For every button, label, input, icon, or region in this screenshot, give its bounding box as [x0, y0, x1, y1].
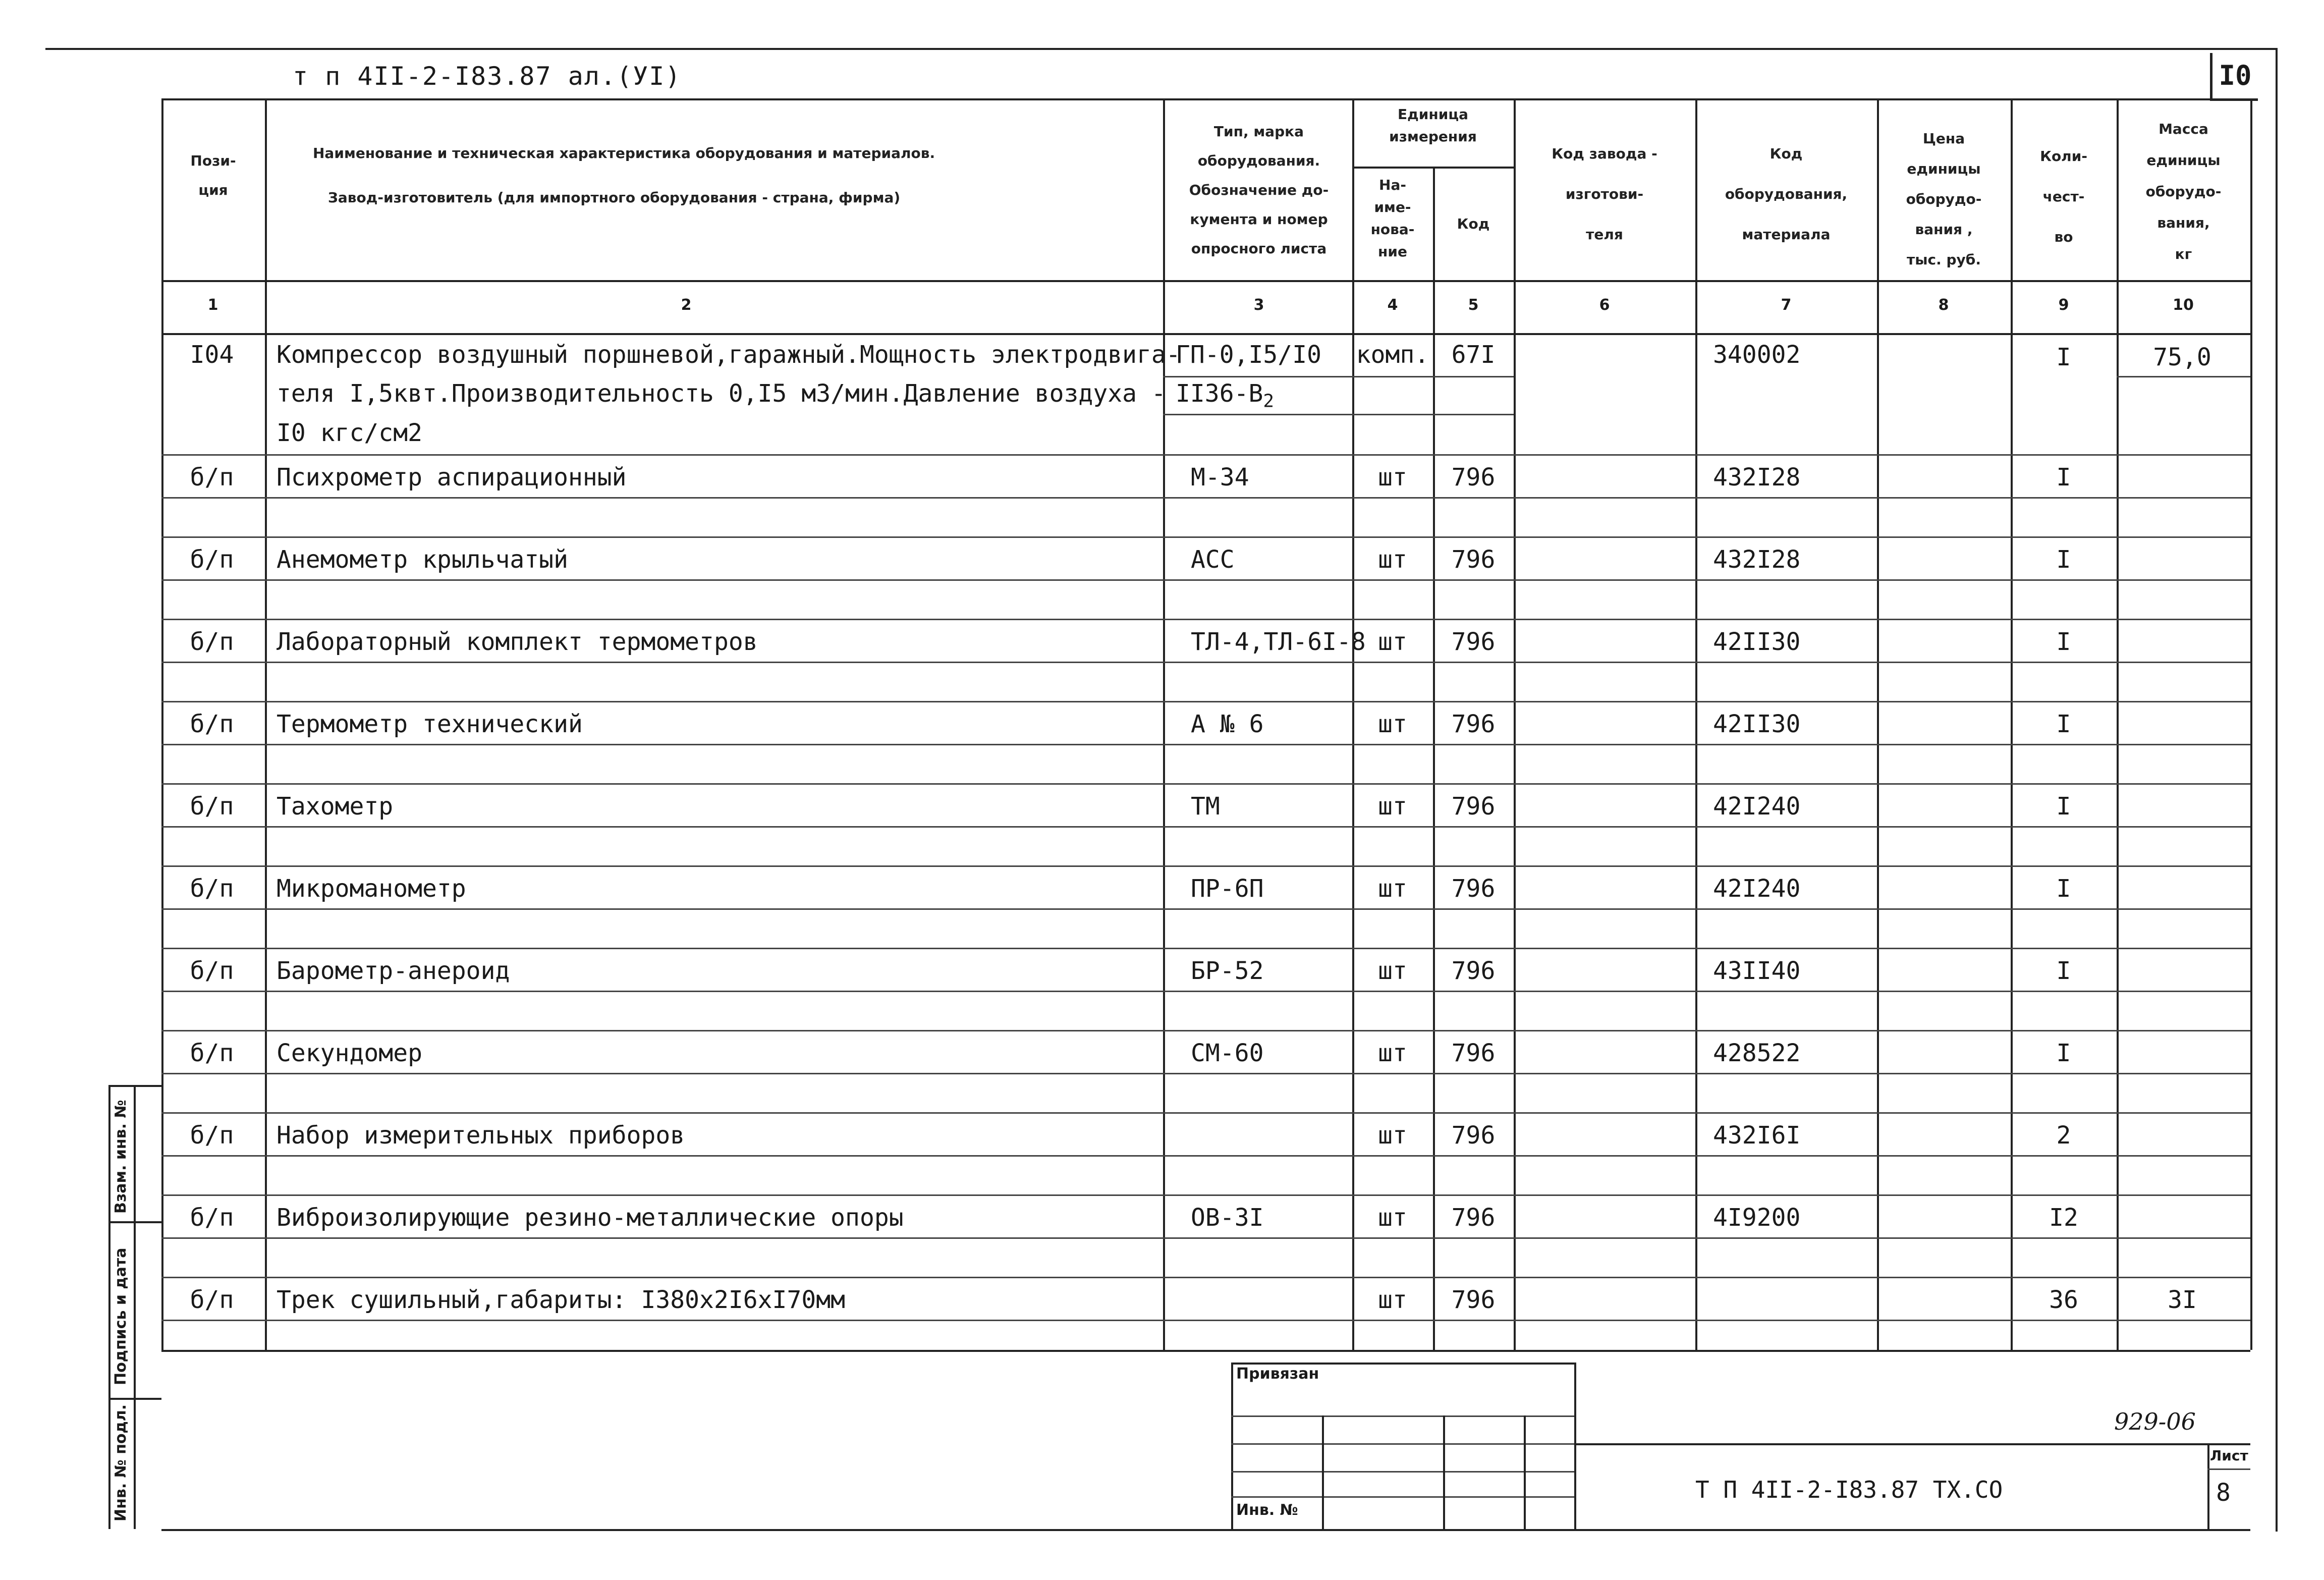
row-subline — [161, 1155, 2250, 1157]
row-type-second: $II36-В_2$ — [1176, 379, 1275, 412]
row-equipment-code: 4I9200 — [1713, 1204, 1801, 1232]
row-name: Барометр-анероид — [276, 957, 510, 985]
header-mass: Масса единицы оборудо- вания, кг — [2145, 121, 2222, 262]
sheet-label: Лист — [2210, 1447, 2248, 1464]
row-type: ОВ-3I — [1191, 1204, 1264, 1232]
header-unit-name: На- име- нова- ние — [1370, 177, 1415, 260]
header-quantity: Коли- чест- во — [2040, 148, 2087, 245]
row-position: б/п — [190, 1121, 234, 1150]
row-subline — [2117, 376, 2250, 377]
row-unit-code: 796 — [1451, 463, 1496, 492]
header-price: Цена единицы оборудо- вания , тыс. руб. — [1906, 130, 1982, 268]
row-equipment-code: 42I240 — [1713, 792, 1801, 821]
row-name: Микроманометр — [276, 875, 466, 903]
row-unit: шт — [1378, 1204, 1407, 1232]
header-type: Тип, марка оборудования. Обозначение до- кумента и номер опросного листа — [1189, 123, 1329, 257]
row-quantity: I — [2056, 343, 2071, 371]
header-name: Наименование и техническая характеристика оборудования и материалов. Завод-изготовитель (для импортного оборудования - страна, фирма) — [313, 145, 935, 206]
row-type: ТЛ-4,ТЛ-6I-8 — [1191, 628, 1366, 656]
frame-bottom-line — [161, 1529, 2250, 1531]
stamp-line — [1231, 1363, 1574, 1365]
row-unit: шт — [1378, 1286, 1407, 1314]
row-unit-code: 796 — [1451, 628, 1496, 656]
header-bottom-line — [161, 280, 2250, 282]
stamp-line — [1322, 1415, 1324, 1529]
side-line — [108, 1085, 110, 1529]
row-equipment-code: 42II30 — [1713, 710, 1801, 738]
colnum-8: 8 — [1938, 296, 1949, 314]
stamp-line — [1524, 1415, 1526, 1529]
row-position: б/п — [190, 710, 234, 738]
row-unit-code: 796 — [1451, 1286, 1496, 1314]
stamp-line — [1574, 1443, 2250, 1445]
row-position: б/п — [190, 1039, 234, 1067]
row-position: б/п — [190, 957, 234, 985]
col-line-7 — [1877, 98, 1879, 1350]
row-type: М-34 — [1191, 463, 1249, 492]
row-name: Анемометр крыльчатый — [276, 546, 568, 574]
row-quantity: I — [2056, 628, 2071, 656]
row-unit: шт — [1378, 792, 1407, 821]
row-subline — [161, 662, 2250, 663]
col-line-9 — [2117, 98, 2119, 1350]
row-position: б/п — [190, 546, 234, 574]
row-unit-code: 796 — [1451, 792, 1496, 821]
col-line-10 — [2250, 98, 2252, 1350]
row-subline — [161, 1073, 2250, 1074]
document-code: Т П 4II-2-I83.87 ТХ.СО — [1695, 1476, 2003, 1503]
row-subline — [161, 497, 2250, 499]
row-quantity: I — [2056, 957, 2071, 985]
row-name: Тахометр — [276, 792, 394, 821]
stamp-line — [2207, 1468, 2250, 1470]
row-separator — [161, 1277, 2250, 1278]
row-equipment-code: 432I28 — [1713, 546, 1801, 574]
row-position: б/п — [190, 1204, 234, 1232]
row-unit-code: 796 — [1451, 957, 1496, 985]
stamp-line — [1231, 1496, 1574, 1498]
header-factory-code: Код завода - изготови- теля — [1552, 145, 1657, 243]
colnum-4: 4 — [1387, 296, 1398, 314]
row-unit: шт — [1378, 1039, 1407, 1067]
row-separator — [161, 454, 2250, 456]
row-quantity: 2 — [2056, 1121, 2071, 1150]
row-unit-code: 796 — [1451, 546, 1496, 574]
row-unit: шт — [1378, 628, 1407, 656]
row-subline — [1163, 414, 1514, 415]
row-name-line: теля I,5квт.Производительность 0,I5 м3/мин.Давление воздуха - — [276, 379, 1166, 408]
row-mass: 75,0 — [2153, 343, 2211, 371]
row-mass: 3I — [2168, 1286, 2197, 1314]
row-name: Термометр технический — [276, 710, 583, 738]
row-unit: шт — [1378, 463, 1407, 492]
row-type: А № 6 — [1191, 710, 1264, 738]
table-top-line — [161, 98, 2250, 100]
side-line — [108, 1085, 161, 1087]
row-equipment-code: 428522 — [1713, 1039, 1801, 1067]
row-name: Психрометр аспирационный — [276, 463, 627, 492]
col-line-3 — [1352, 98, 1354, 1350]
col-line-4 — [1433, 167, 1435, 1350]
row-separator — [161, 1194, 2250, 1196]
row-quantity: I — [2056, 710, 2071, 738]
bound-label: Привязан — [1236, 1365, 1319, 1383]
side-line — [108, 1398, 161, 1400]
colnum-9: 9 — [2058, 296, 2069, 314]
row-quantity: I — [2056, 546, 2071, 574]
header-position: Пози- ция — [190, 152, 236, 198]
row-name: Набор измерительных приборов — [276, 1121, 685, 1150]
side-label-signature: Подпись и дата — [112, 1247, 130, 1385]
colnum-2: 2 — [681, 296, 692, 314]
row-position: I04 — [190, 341, 234, 369]
row-unit-code: 796 — [1451, 710, 1496, 738]
row-subline — [161, 1237, 2250, 1239]
row-type: ГП-0,I5/I0 — [1176, 341, 1321, 369]
stamp-line — [1231, 1363, 1233, 1529]
row-name: Секундомер — [276, 1039, 422, 1067]
row-subline — [161, 908, 2250, 910]
row-unit-code: 796 — [1451, 875, 1496, 903]
sheet-number: 8 — [2216, 1479, 2231, 1507]
row-name-line: Компрессор воздушный поршневой,гаражный.Мощность электродвига- — [276, 341, 1181, 369]
row-subline — [161, 991, 2250, 992]
colnum-3: 3 — [1253, 296, 1264, 314]
inv-label: Инв. № — [1236, 1501, 1298, 1519]
row-equipment-code: 43II40 — [1713, 957, 1801, 985]
handwritten-number: 929-06 — [2114, 1408, 2196, 1435]
row-unit-code: 796 — [1451, 1204, 1496, 1232]
row-quantity: I — [2056, 463, 2071, 492]
colnum-1: 1 — [207, 296, 218, 314]
row-subline — [161, 826, 2250, 828]
row-type: СМ-60 — [1191, 1039, 1264, 1067]
row-equipment-code: 432I28 — [1713, 463, 1801, 492]
header-equipment-code: Код оборудования, материала — [1725, 145, 1848, 243]
row-unit: шт — [1378, 546, 1407, 574]
col-line-5 — [1514, 98, 1516, 1350]
row-unit: комп. — [1356, 341, 1429, 369]
col-line-8 — [2011, 98, 2013, 1350]
table-bottom-line — [161, 1350, 2250, 1352]
stamp-line — [1443, 1415, 1445, 1529]
colnum-6: 6 — [1599, 296, 1610, 314]
row-type: АСС — [1191, 546, 1235, 574]
stamp-line — [1574, 1363, 1576, 1529]
row-unit-code: 67I — [1451, 341, 1496, 369]
row-equipment-code: 42I240 — [1713, 875, 1801, 903]
side-label-inv: Инв. № подл. — [112, 1404, 130, 1521]
row-equipment-code: 42II30 — [1713, 628, 1801, 656]
side-line — [134, 1085, 136, 1529]
row-unit-code: 796 — [1451, 1121, 1496, 1150]
document-top-code: т п 4II-2-I83.87 ал.(УI) — [293, 62, 682, 91]
row-separator — [161, 619, 2250, 620]
row-unit: шт — [1378, 875, 1407, 903]
row-unit: шт — [1378, 1121, 1407, 1150]
row-unit: шт — [1378, 957, 1407, 985]
side-line — [108, 1221, 161, 1223]
row-name: Лабораторный комплект термометров — [276, 628, 758, 656]
row-equipment-code: 432I6I — [1713, 1121, 1801, 1150]
row-position: б/п — [190, 792, 234, 821]
row-quantity: I2 — [2049, 1204, 2078, 1232]
row-type: ПР-6П — [1191, 875, 1264, 903]
row-subline — [161, 579, 2250, 581]
frame-right-line — [2276, 48, 2278, 1532]
colnum-7: 7 — [1781, 296, 1792, 314]
row-position: б/п — [190, 875, 234, 903]
col-line-6 — [1695, 98, 1697, 1350]
row-position: б/п — [190, 1286, 234, 1314]
row-separator — [161, 536, 2250, 538]
row-quantity: I — [2056, 875, 2071, 903]
stamp-line — [2207, 1443, 2209, 1529]
row-separator — [161, 1112, 2250, 1114]
row-name-line: I0 кгс/см2 — [276, 419, 422, 447]
row-separator — [161, 865, 2250, 867]
frame-top-line — [45, 48, 2276, 50]
row-position: б/п — [190, 463, 234, 492]
header-unit-group: Единица измерения — [1389, 106, 1477, 145]
row-name: Трек сушильный,габариты: I380x2I6xI70мм — [276, 1286, 846, 1314]
col-line-2 — [1163, 98, 1165, 1350]
colnum-bottom-line — [161, 333, 2250, 335]
row-quantity: I — [2056, 1039, 2071, 1067]
stamp-line — [1231, 1415, 1574, 1417]
row-separator — [161, 701, 2250, 702]
colnum-10: 10 — [2173, 296, 2194, 314]
header-unit-code: Код — [1457, 215, 1490, 232]
row-unit: шт — [1378, 710, 1407, 738]
page-corner-number: I0 — [2210, 53, 2258, 101]
row-unit-code: 796 — [1451, 1039, 1496, 1067]
row-position: б/п — [190, 628, 234, 656]
stamp-line — [1231, 1471, 1574, 1473]
row-type: БР-52 — [1191, 957, 1264, 985]
row-separator — [161, 1030, 2250, 1031]
row-separator — [161, 783, 2250, 785]
stamp-line — [1231, 1443, 1574, 1445]
row-subline — [161, 1320, 2250, 1321]
row-type: ТМ — [1191, 792, 1220, 821]
row-subline — [1163, 376, 1514, 377]
row-quantity: 36 — [2049, 1286, 2078, 1314]
row-quantity: I — [2056, 792, 2071, 821]
colnum-5: 5 — [1468, 296, 1479, 314]
row-separator — [161, 948, 2250, 949]
side-label-replace: Взам. инв. № — [112, 1100, 130, 1214]
row-subline — [161, 744, 2250, 745]
col-line-1 — [265, 98, 267, 1350]
row-equipment-code: 340002 — [1713, 341, 1801, 369]
row-name: Виброизолирующие резино-металлические опоры — [276, 1204, 904, 1232]
